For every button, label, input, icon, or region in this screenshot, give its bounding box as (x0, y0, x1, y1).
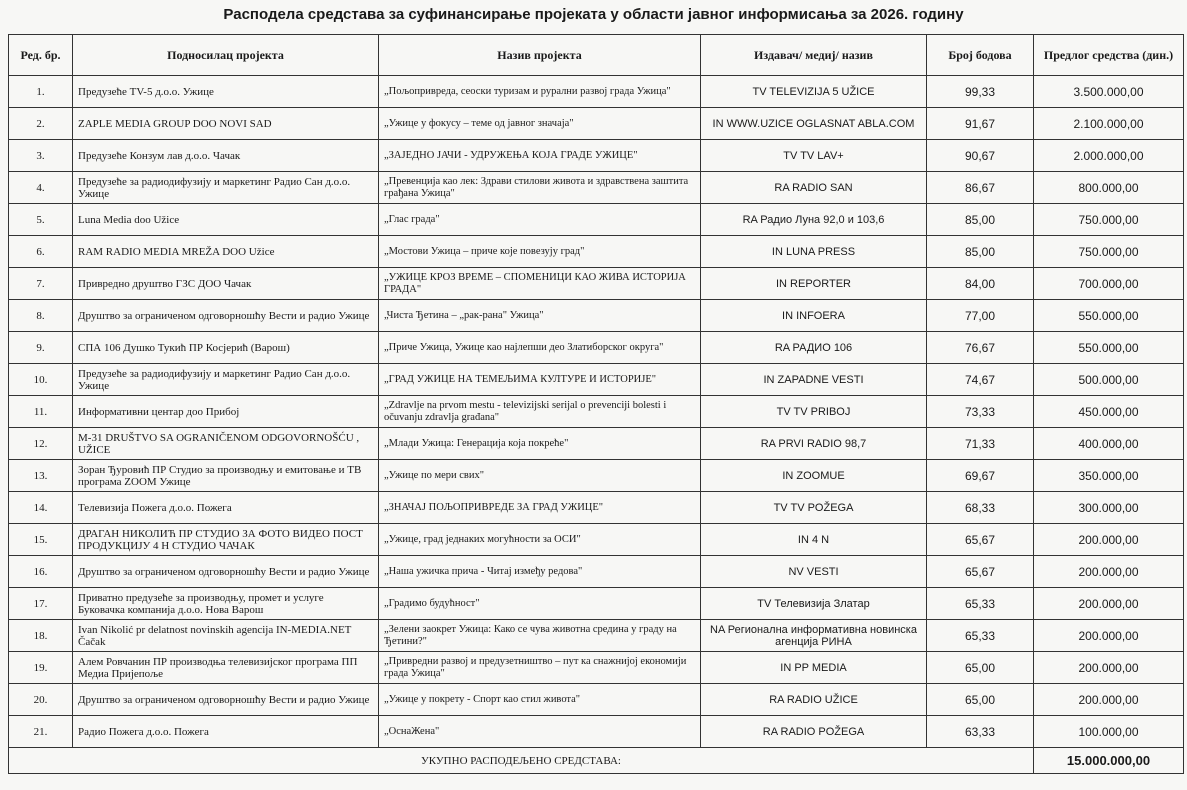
publisher-cell: IN 4 N (701, 524, 927, 556)
submitter-cell: Телевизија Пожега д.о.о. Пожега (73, 492, 379, 524)
table-row (9, 268, 1184, 300)
submitter-cell: М-31 DRUŠTVO SA OGRANIČENOM ODGOVORNOŠĆU , UŽICE (73, 428, 379, 460)
points-cell: 65,33 (927, 588, 1034, 620)
table-row (9, 108, 1184, 140)
header-row-number: Ред. бр. (9, 35, 73, 76)
publisher-cell: IN REPORTER (701, 268, 927, 300)
total-row (9, 748, 1184, 774)
table-row (9, 492, 1184, 524)
publisher-cell: TV TELEVIZIJA 5 UŽICE (701, 76, 927, 108)
submitter-cell: Алем Ровчанин ПР производња телевизијског програма ПП Медиа Пријепоље (73, 652, 379, 684)
table-row (9, 716, 1184, 748)
publisher-cell: IN PP MEDIA (701, 652, 927, 684)
points-cell: 86,67 (927, 172, 1034, 204)
row-number: 8. (9, 300, 73, 332)
amount-cell: 450.000,00 (1034, 396, 1184, 428)
points-cell: 77,00 (927, 300, 1034, 332)
submitter-cell: Друштво за ограниченом одговорношћу Вести и радио Ужице (73, 684, 379, 716)
amount-cell: 500.000,00 (1034, 364, 1184, 396)
submitter-cell: ДРАГАН НИКОЛИЋ ПР СТУДИО ЗА ФОТО ВИДЕО ПОСТ ПРОДУКЦИЈУ 4 Н СТУДИО ЧАЧАК (73, 524, 379, 556)
points-cell: 73,33 (927, 396, 1034, 428)
row-number: 13. (9, 460, 73, 492)
points-cell: 65,67 (927, 524, 1034, 556)
project-name-cell: „ГРАД УЖИЦЕ НА ТЕМЕЉИМА КУЛТУРЕ И ИСТОРИЈЕ" (379, 364, 701, 396)
project-name-cell: „Ужице у фокусу – теме од јавног значаја" (379, 108, 701, 140)
publisher-cell: RA RADIO SAN (701, 172, 927, 204)
amount-cell: 550.000,00 (1034, 332, 1184, 364)
table-row (9, 300, 1184, 332)
row-number: 18. (9, 620, 73, 652)
points-cell: 65,00 (927, 652, 1034, 684)
total-value: 15.000.000,00 (1034, 748, 1184, 774)
submitter-cell: Предузеће TV-5 д.о.о. Ужице (73, 76, 379, 108)
project-name-cell: „Млади Ужица: Генерација која покреће" (379, 428, 701, 460)
amount-cell: 750.000,00 (1034, 236, 1184, 268)
project-name-cell: „УЖИЦЕ КРОЗ ВРЕМЕ – СПОМЕНИЦИ КАО ЖИВА ИСТОРИЈА ГРАДА" (379, 268, 701, 300)
row-number: 21. (9, 716, 73, 748)
table-row (9, 684, 1184, 716)
table-row (9, 556, 1184, 588)
table-row (9, 396, 1184, 428)
header-points: Број бодова (927, 35, 1034, 76)
row-number: 3. (9, 140, 73, 172)
points-cell: 68,33 (927, 492, 1034, 524)
row-number: 4. (9, 172, 73, 204)
row-number: 9. (9, 332, 73, 364)
table-row (9, 76, 1184, 108)
points-cell: 71,33 (927, 428, 1034, 460)
submitter-cell: Зоран Ђуровић ПР Студио за производњу и емитовање и ТВ програма ZOOM Ужице (73, 460, 379, 492)
project-name-cell: „Пољопривреда, сеоски туризам и рурални развој града Ужица" (379, 76, 701, 108)
table-row (9, 652, 1184, 684)
submitter-cell: ZAPLE MEDIA GROUP DOO NOVI SAD (73, 108, 379, 140)
project-name-cell: „Зелени заокрет Ужица: Како се чува животна средина у граду на Ђетини?" (379, 620, 701, 652)
amount-cell: 700.000,00 (1034, 268, 1184, 300)
amount-cell: 200.000,00 (1034, 524, 1184, 556)
points-cell: 91,67 (927, 108, 1034, 140)
points-cell: 85,00 (927, 236, 1034, 268)
amount-cell: 200.000,00 (1034, 652, 1184, 684)
publisher-cell: IN INFOERA (701, 300, 927, 332)
publisher-cell: RA Радио Луна 92,0 и 103,6 (701, 204, 927, 236)
points-cell: 69,67 (927, 460, 1034, 492)
points-cell: 63,33 (927, 716, 1034, 748)
document-title: Расподела средстава за суфинансирање пројеката у области јавног информисања за 2026. годину (223, 6, 964, 23)
row-number: 15. (9, 524, 73, 556)
header-project-name: Назив пројекта (379, 35, 701, 76)
row-number: 16. (9, 556, 73, 588)
amount-cell: 2.100.000,00 (1034, 108, 1184, 140)
row-number: 7. (9, 268, 73, 300)
table-row (9, 524, 1184, 556)
table-row (9, 332, 1184, 364)
amount-cell: 3.500.000,00 (1034, 76, 1184, 108)
points-cell: 85,00 (927, 204, 1034, 236)
amount-cell: 750.000,00 (1034, 204, 1184, 236)
submitter-cell: Предузеће за радиодифузију и маркетинг Радио Сан д.о.о. Ужице (73, 172, 379, 204)
header-submitter: Подносилац пројекта (73, 35, 379, 76)
project-name-cell: „Мостови Ужица – приче које повезују град" (379, 236, 701, 268)
project-name-cell: „Градимо будућност" (379, 588, 701, 620)
project-name-cell: „Ужице по мери свих" (379, 460, 701, 492)
project-name-cell: „Превенција као лек: Здрави стилови живота и здравствена заштита грађана Ужица" (379, 172, 701, 204)
publisher-cell: TV TV POŽEGA (701, 492, 927, 524)
amount-cell: 350.000,00 (1034, 460, 1184, 492)
submitter-cell: Предузеће Конзум лав д.о.о. Чачак (73, 140, 379, 172)
submitter-cell: Друштво за ограниченом одговорношћу Вести и радио Ужице (73, 556, 379, 588)
submitter-cell: СПА 106 Душко Тукић ПР Косјерић (Варош) (73, 332, 379, 364)
project-name-cell: „Ужице у покрету - Спорт као стил живота" (379, 684, 701, 716)
project-name-cell: „Глас града" (379, 204, 701, 236)
table-row (9, 460, 1184, 492)
table-row (9, 428, 1184, 460)
row-number: 6. (9, 236, 73, 268)
row-number: 11. (9, 396, 73, 428)
publisher-cell: IN WWW.UZICE OGLASNAT ABLA.COM (701, 108, 927, 140)
amount-cell: 800.000,00 (1034, 172, 1184, 204)
row-number: 12. (9, 428, 73, 460)
publisher-cell: RA RADIO UŽICE (701, 684, 927, 716)
publisher-cell: RA RADIO POŽEGA (701, 716, 927, 748)
submitter-cell: RAM RADIO MEDIA MREŽA DOO Užice (73, 236, 379, 268)
total-label: УКУПНО РАСПОДЕЉЕНО СРЕДСТАВА: (9, 748, 1034, 774)
project-name-cell: „Чиста Ђетина – „рак-рана" Ужица" (379, 300, 701, 332)
header-amount: Предлог средства (дин.) (1034, 35, 1184, 76)
table-row (9, 364, 1184, 396)
points-cell: 65,67 (927, 556, 1034, 588)
table-body (9, 76, 1184, 748)
project-name-cell: „Приче Ужица, Ужице као најлепши део Златиборског округа" (379, 332, 701, 364)
submitter-cell: Luna Media doo Užice (73, 204, 379, 236)
publisher-cell: RA PRVI RADIO 98,7 (701, 428, 927, 460)
points-cell: 90,67 (927, 140, 1034, 172)
header-publisher: Издавач/ медиј/ назив (701, 35, 927, 76)
submitter-cell: Предузеће за радиодифузију и маркетинг Радио Сан д.о.о. Ужице (73, 364, 379, 396)
publisher-cell: TV Телевизија Златар (701, 588, 927, 620)
row-number: 2. (9, 108, 73, 140)
row-number: 17. (9, 588, 73, 620)
points-cell: 65,33 (927, 620, 1034, 652)
row-number: 14. (9, 492, 73, 524)
points-cell: 76,67 (927, 332, 1034, 364)
submitter-cell: Радио Пожега д.о.о. Пожега (73, 716, 379, 748)
amount-cell: 300.000,00 (1034, 492, 1184, 524)
amount-cell: 200.000,00 (1034, 620, 1184, 652)
submitter-cell: Приватно предузеће за производњу, промет и услуге Буковачка компанија д.о.о. Нова Варош (73, 588, 379, 620)
publisher-cell: TV TV LAV+ (701, 140, 927, 172)
table-row (9, 140, 1184, 172)
publisher-cell: RA РАДИО 106 (701, 332, 927, 364)
amount-cell: 100.000,00 (1034, 716, 1184, 748)
project-name-cell: „Наша ужичка прича - Читај између редова" (379, 556, 701, 588)
table-row (9, 620, 1184, 652)
publisher-cell: IN LUNA PRESS (701, 236, 927, 268)
amount-cell: 2.000.000,00 (1034, 140, 1184, 172)
points-cell: 74,67 (927, 364, 1034, 396)
amount-cell: 200.000,00 (1034, 684, 1184, 716)
project-name-cell: „ЗАЈЕДНО ЈАЧИ - УДРУЖЕЊА КОЈА ГРАДЕ УЖИЦЕ" (379, 140, 701, 172)
amount-cell: 550.000,00 (1034, 300, 1184, 332)
row-number: 1. (9, 76, 73, 108)
table-row (9, 172, 1184, 204)
publisher-cell: IN ZAPADNE VESTI (701, 364, 927, 396)
submitter-cell: Друштво за ограниченом одговорношћу Вести и радио Ужице (73, 300, 379, 332)
allocation-table (8, 34, 1184, 774)
amount-cell: 200.000,00 (1034, 556, 1184, 588)
submitter-cell: Привредно друштво ГЗС ДОО Чачак (73, 268, 379, 300)
project-name-cell: „Zdravlje na prvom mestu - televizijski serijal o prevenciji bolesti i očuvanju zdravlja građana" (379, 396, 701, 428)
project-name-cell: „Ужице, град једнаких могућности за ОСИ" (379, 524, 701, 556)
publisher-cell: IN ZOOMUE (701, 460, 927, 492)
project-name-cell: „ЗНАЧАЈ ПОЉОПРИВРЕДЕ ЗА ГРАД УЖИЦЕ" (379, 492, 701, 524)
row-number: 10. (9, 364, 73, 396)
submitter-cell: Информативни центар доо Прибој (73, 396, 379, 428)
row-number: 5. (9, 204, 73, 236)
publisher-cell: TV TV PRIBOJ (701, 396, 927, 428)
points-cell: 65,00 (927, 684, 1034, 716)
publisher-cell: NV VESTI (701, 556, 927, 588)
table-row (9, 236, 1184, 268)
points-cell: 99,33 (927, 76, 1034, 108)
project-name-cell: „Привредни развој и предузетништво – пут ка снажнијој економији града Ужица" (379, 652, 701, 684)
project-name-cell: „ОснаЖена" (379, 716, 701, 748)
table-row (9, 204, 1184, 236)
publisher-cell: NA Регионална информативна новинска агенција РИНА (701, 620, 927, 652)
row-number: 20. (9, 684, 73, 716)
table-row (9, 588, 1184, 620)
row-number: 19. (9, 652, 73, 684)
amount-cell: 400.000,00 (1034, 428, 1184, 460)
table-header-row (9, 35, 1184, 76)
submitter-cell: Ivan Nikolić pr delatnost novinskih agencija IN-MEDIA.NET Čačak (73, 620, 379, 652)
points-cell: 84,00 (927, 268, 1034, 300)
amount-cell: 200.000,00 (1034, 588, 1184, 620)
